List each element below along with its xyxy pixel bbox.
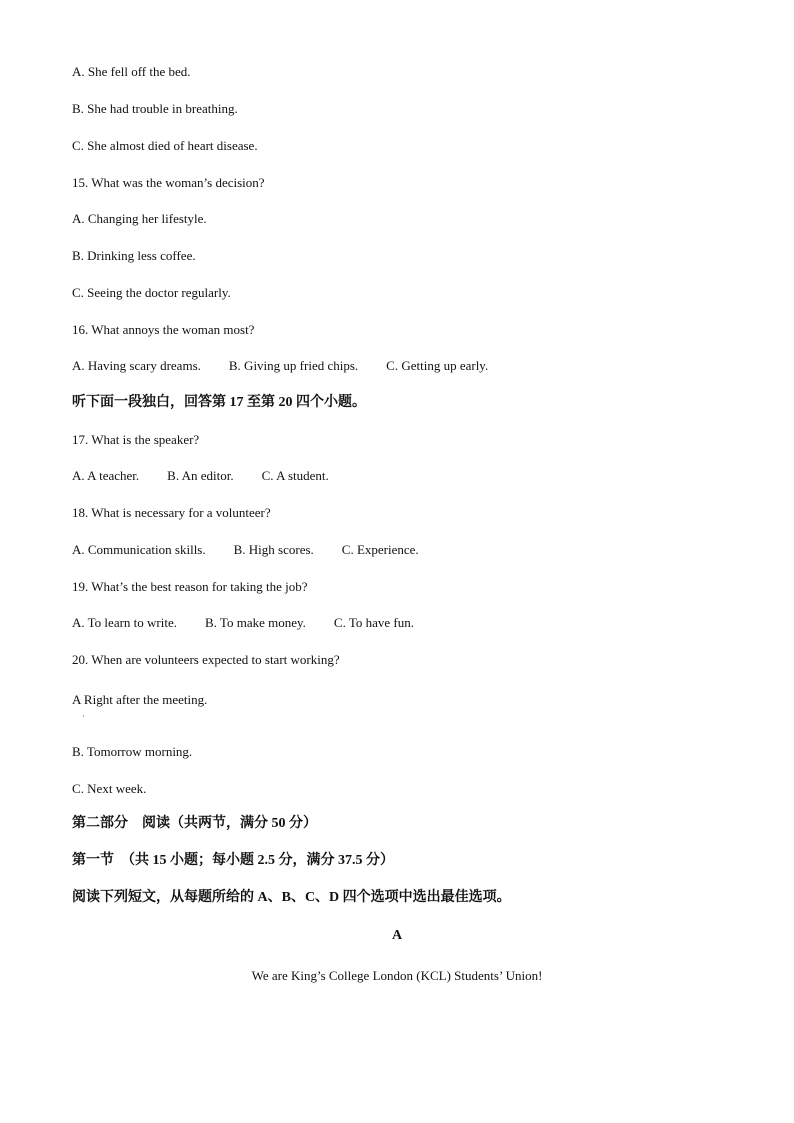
q17-option-b: B. An editor. bbox=[167, 468, 234, 483]
q19-option-a: A. To learn to write. bbox=[72, 615, 177, 630]
reading-instruction: 阅读下列短文，从每题所给的 A、B、C、D 四个选项中选出最佳选项。 bbox=[72, 890, 511, 905]
q15-option-a: A. Changing her lifestyle. bbox=[72, 211, 207, 226]
q16-stem: 16. What annoys the woman most? bbox=[72, 322, 255, 337]
q18-options bbox=[72, 542, 419, 558]
q17-option-c: C. A student. bbox=[261, 468, 329, 483]
q17-option-a: A. A teacher. bbox=[72, 468, 140, 483]
q18-stem: 18. What is necessary for a volunteer? bbox=[72, 505, 271, 520]
q19-options bbox=[72, 615, 414, 631]
stray-dot-mark: · bbox=[82, 712, 85, 721]
q17-stem: 17. What is the speaker? bbox=[72, 432, 200, 447]
part2-title: 第二部分 阅读（共两节，满分 50 分） bbox=[72, 816, 317, 831]
q19-stem: 19. What’s the best reason for taking the job? bbox=[72, 579, 308, 594]
q19-option-b: B. To make money. bbox=[205, 615, 306, 630]
q20-option-a: A Right after the meeting. bbox=[72, 692, 208, 707]
q20-option-c: C. Next week. bbox=[72, 781, 147, 796]
passage-first-line: We are King’s College London (KCL) Students’ Union! bbox=[251, 968, 543, 983]
q15-option-c: C. Seeing the doctor regularly. bbox=[72, 285, 231, 300]
q18-option-c: C. Experience. bbox=[341, 542, 419, 557]
q20-option-b: B. Tomorrow morning. bbox=[72, 744, 193, 759]
q15-stem: 15. What was the woman’s decision? bbox=[72, 175, 265, 190]
monologue-instruction: 听下面一段独白，回答第 17 至第 20 四个小题。 bbox=[72, 395, 366, 410]
q14-option-c: C. She almost died of heart disease. bbox=[72, 138, 258, 153]
q16-option-a: A. Having scary dreams. bbox=[72, 358, 201, 373]
passage-letter: A bbox=[391, 928, 403, 943]
q16-option-b: B. Giving up fried chips. bbox=[228, 358, 359, 373]
q18-option-b: B. High scores. bbox=[233, 542, 314, 557]
q17-options bbox=[72, 468, 329, 484]
q18-option-a: A. Communication skills. bbox=[72, 542, 206, 557]
q16-options bbox=[72, 358, 488, 374]
q14-option-b: B. She had trouble in breathing. bbox=[72, 101, 238, 116]
q20-stem: 20. When are volunteers expected to start working? bbox=[72, 652, 340, 667]
section1-title: 第一节 （共 15 小题；每小题 2.5 分，满分 37.5 分） bbox=[72, 853, 394, 868]
q19-option-c: C. To have fun. bbox=[333, 615, 415, 630]
q16-option-c: C. Getting up early. bbox=[386, 358, 489, 373]
q14-option-a: A. She fell off the bed. bbox=[72, 64, 191, 79]
q15-option-b: B. Drinking less coffee. bbox=[72, 248, 196, 263]
